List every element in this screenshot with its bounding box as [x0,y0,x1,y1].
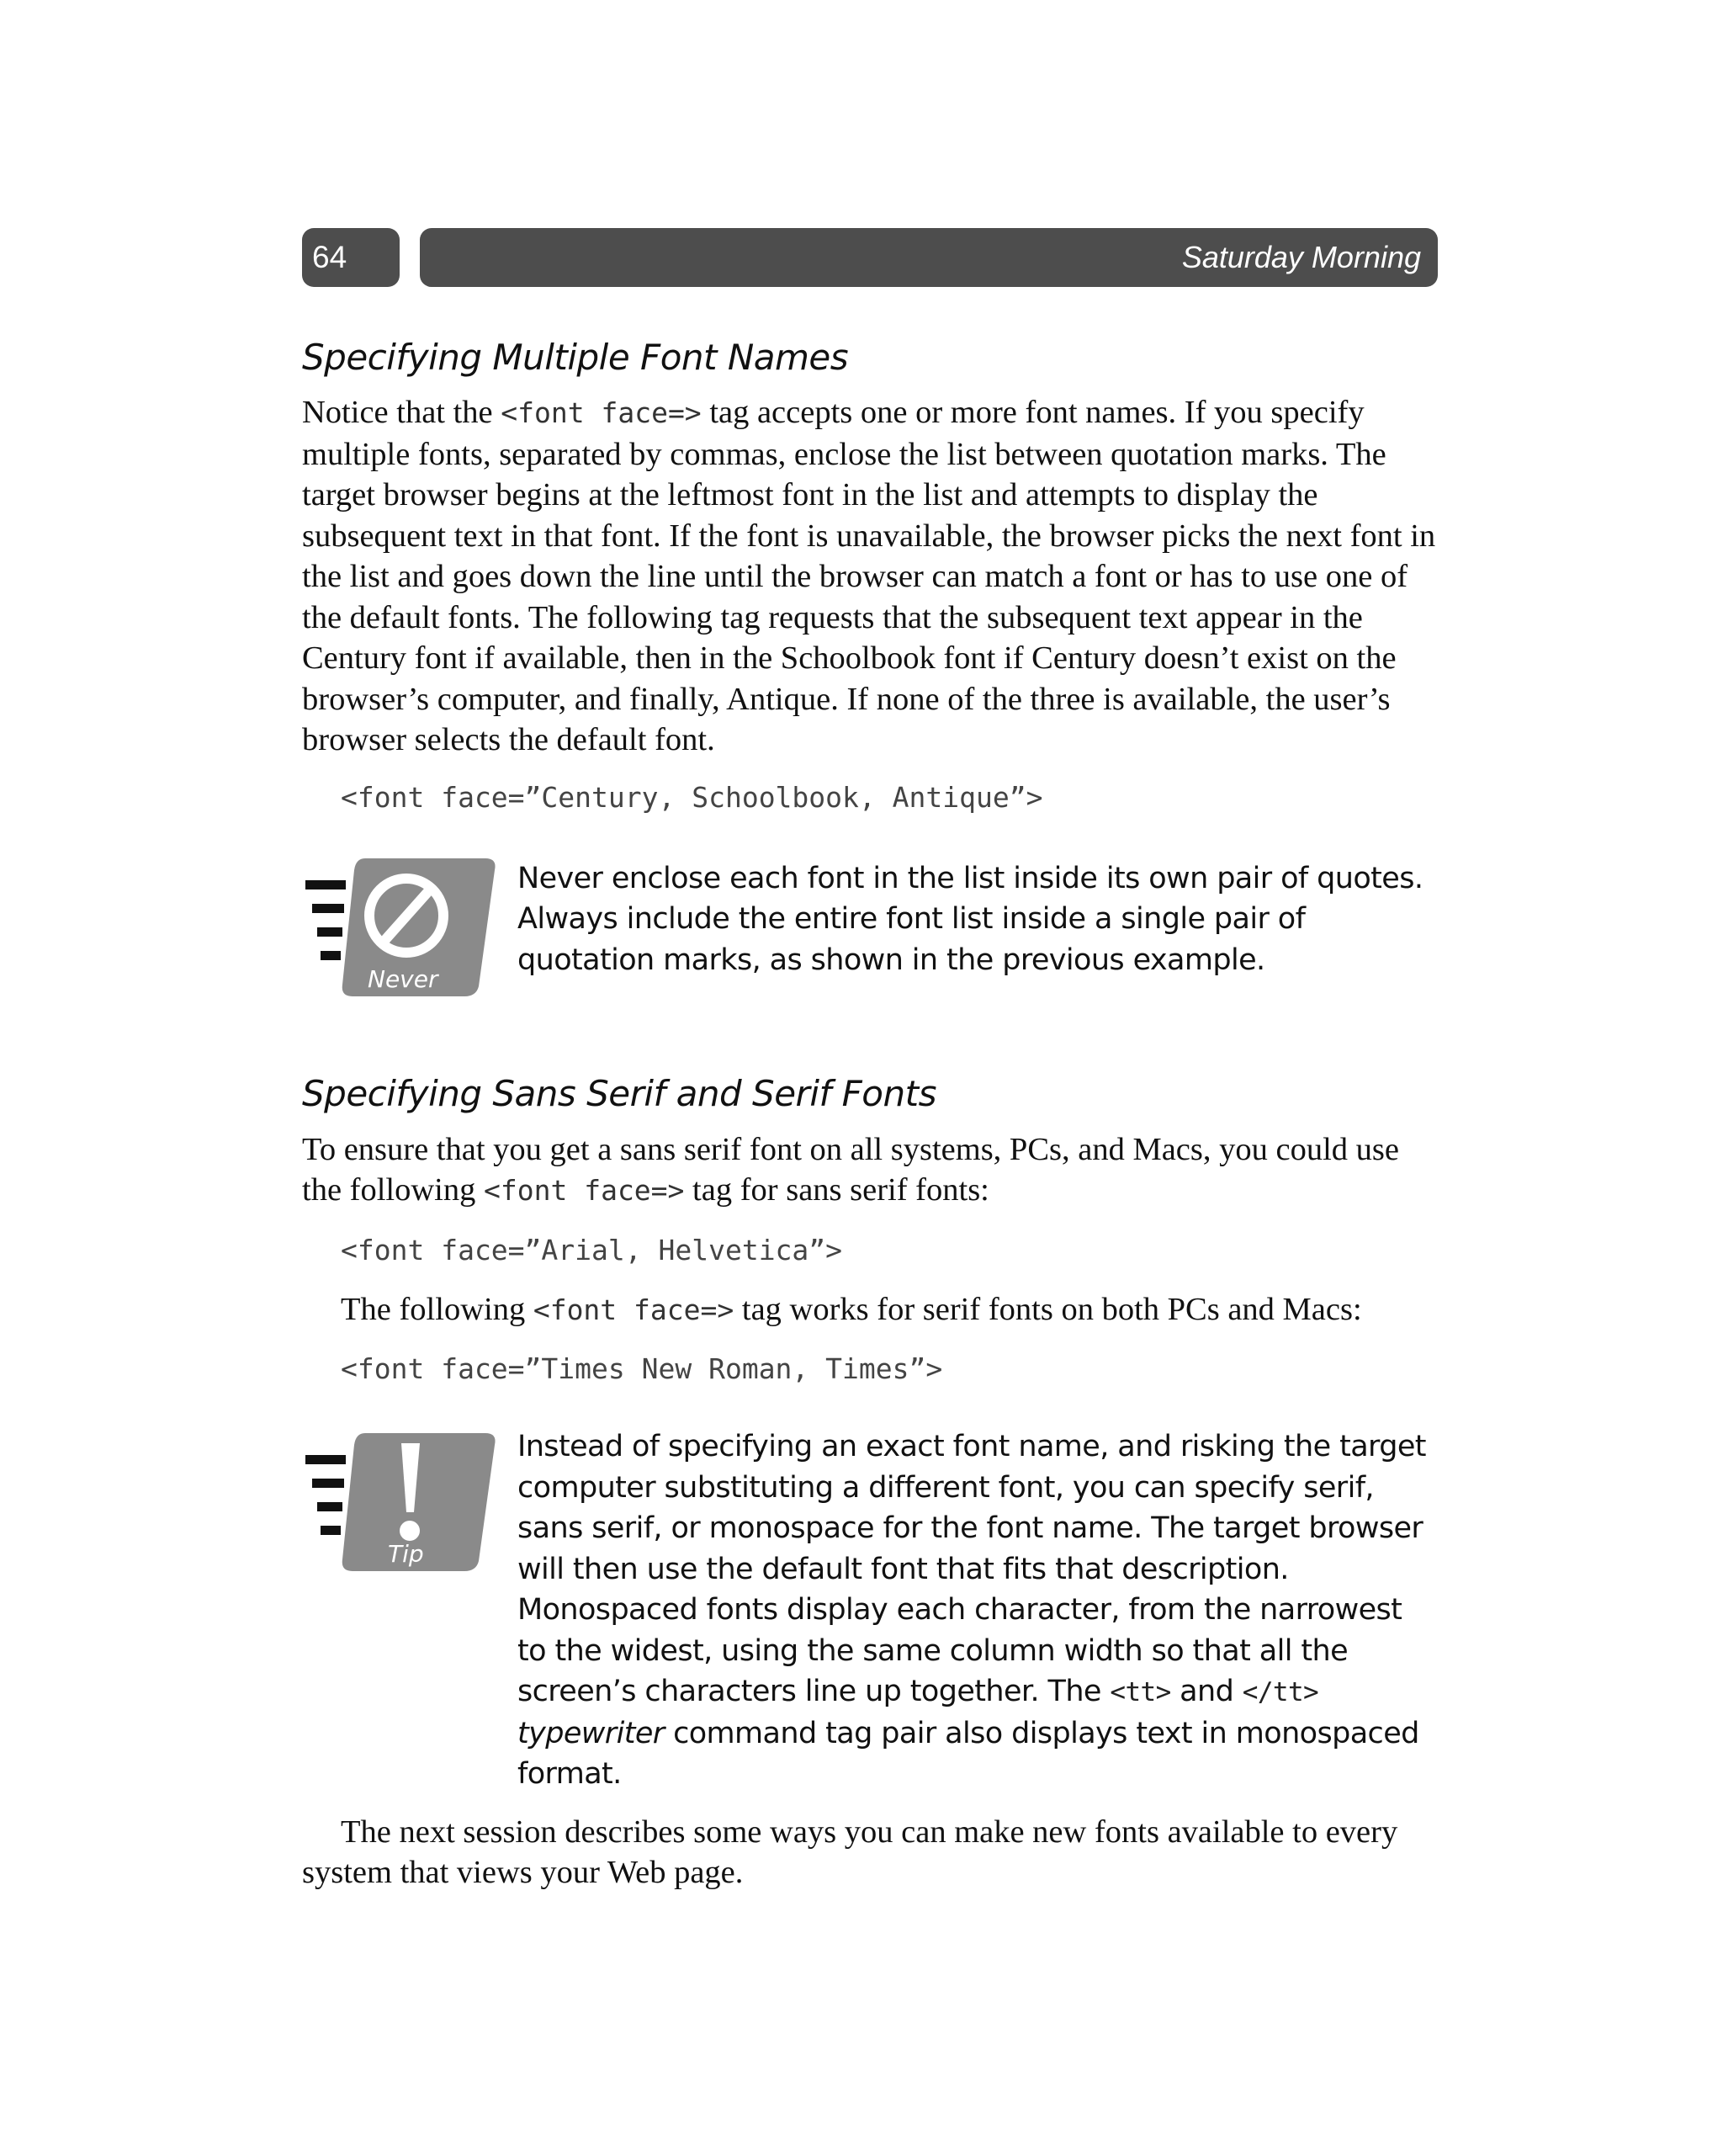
inline-code: </tt> [1242,1677,1319,1708]
never-icon-label: Never [368,964,438,993]
code-example: <font face=”Century, Schoolbook, Antique”> [341,780,1043,814]
body-paragraph [302,1129,1438,1212]
tip-text: Instead of specifying an exact font name, and risking the target computer substituting a different font, you can specify serif, sans serif, or monospace for the font name. The target browser will then use the default font that fits that description. Monospaced fonts display each character, from the narrowest to the widest, using the same column width so that all the screen’s characters line up together. The [517,1430,1426,1709]
italic-term: typewriter [517,1716,665,1750]
body-paragraph [302,392,1438,761]
paragraph-text: Notice that the [302,395,501,431]
tip-icon [302,1426,517,1795]
tip-note-text [517,1426,1438,1795]
running-title: Saturday Morning [420,228,1438,287]
inline-code: <font face=> [501,396,702,430]
tip-text: command tag pair also displays text in monospaced format. [517,1716,1419,1792]
tip-text: and [1170,1675,1243,1709]
closing-paragraph: The next session describes some ways you can make new fonts available to every system that views your Web page. [302,1813,1398,1891]
paragraph-text: To ensure that you get a sans serif font on all systems, PCs, and Macs, you could use the following [302,1131,1399,1208]
paragraph-text: tag works for serif fonts on both PCs and Macs: [734,1291,1362,1327]
page-number: 64 [302,228,400,287]
never-note-text: Never enclose each font in the list inside its own pair of quotes. Always include the entire font list inside a single pair of quotation marks, as shown in the previous example. [517,861,1423,977]
tip-callout [302,1426,1438,1795]
never-callout [302,858,1438,993]
paragraph-text: tag accepts one or more font names. If you specify multiple fonts, separated by commas, enclose the list between quotation marks. The target browser begins at the leftmost font in the list and attempts to display the subsequent text in that font. If the font is unavailable, the browser picks the next font in the list and goes down the line until the browser can match a font or has to use one of the default fonts. The following tag requests that the subsequent text appear in the Century font if available, then in the Schoolbook font if Century doesn’t exist on the browser’s computer, and finally, Antique. If none of the three is available, the user’s browser selects the default font. [302,395,1436,758]
section-heading: Specifying Sans Serif and Serif Fonts [302,1073,936,1115]
inline-code: <tt> [1110,1677,1171,1708]
page-header [302,228,1438,287]
never-icon [302,858,517,993]
tip-icon-label: Tip [388,1540,424,1569]
code-example: <font face=”Arial, Helvetica”> [341,1233,843,1267]
paragraph-text: The following [341,1291,533,1327]
inline-code: <font face=> [533,1293,734,1326]
section-heading: Specifying Multiple Font Names [302,337,849,378]
code-example: <font face=”Times New Roman, Times”> [341,1352,943,1386]
page-content [302,337,1438,1893]
paragraph-text: tag for sans serif fonts: [684,1172,989,1208]
inline-code: <font face=> [484,1174,685,1208]
body-paragraph [302,1289,1438,1331]
